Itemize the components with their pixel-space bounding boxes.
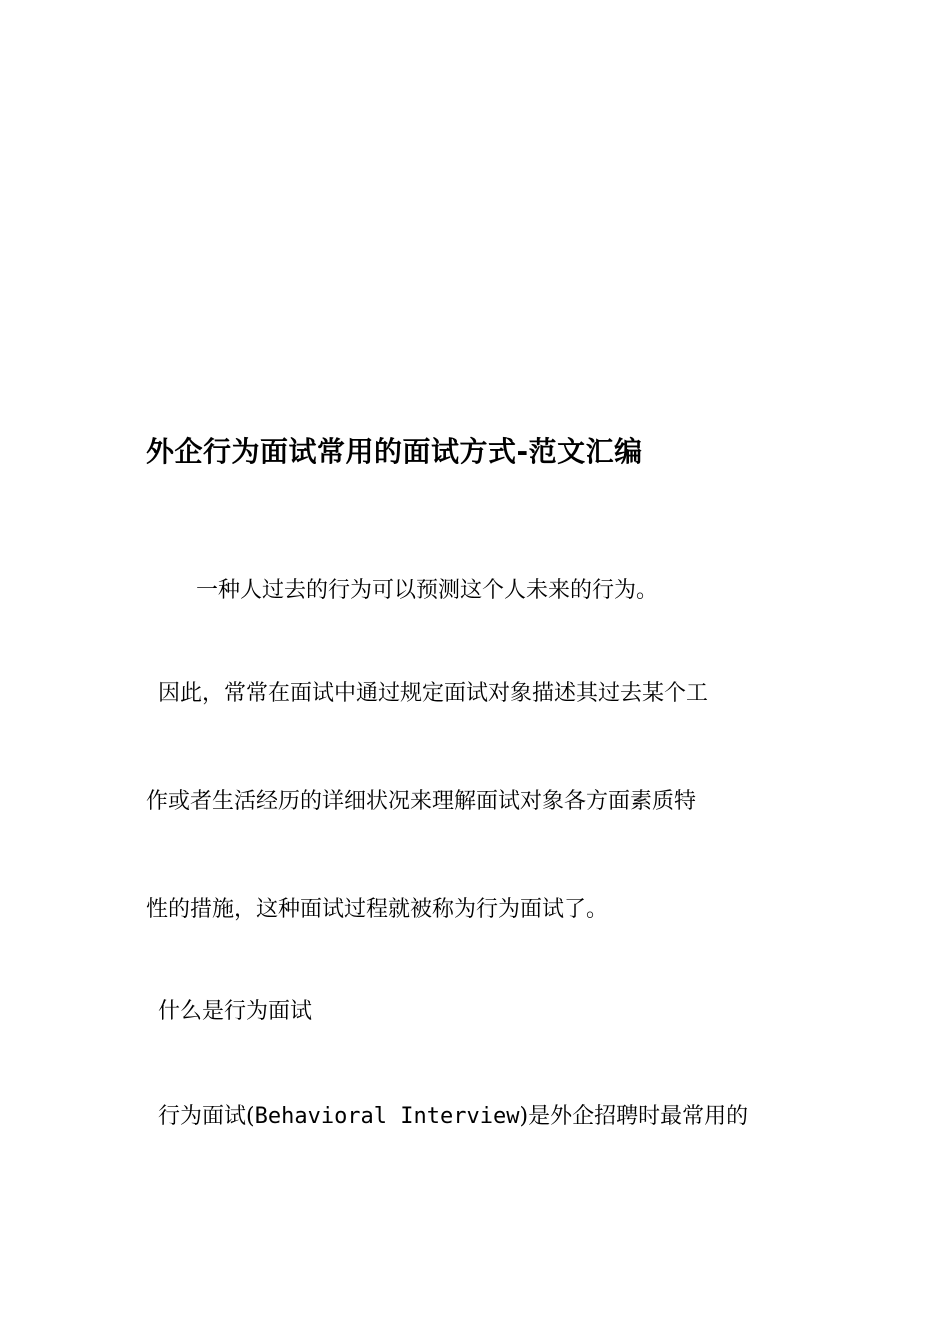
paragraph-line [158,1102,748,1132]
paragraph-line: 作或者生活经历的详细状况来理解面试对象各方面素质特 [146,789,697,814]
line-text-after: )是外企招聘时最常用的 [519,1104,749,1129]
paragraph-line: 因此，常常在面试中通过规定面试对象描述其过去某个工 [158,681,709,706]
paragraph-line: 性的措施，这种面试过程就被称为行为面试了。 [146,897,609,922]
document-title: 外企行为面试常用的面试方式-范文汇编 [146,435,643,468]
english-term: Behavioral Interview [254,1104,520,1129]
section-heading: 什么是行为面试 [158,999,313,1024]
paragraph-line: 一种人过去的行为可以预测这个人未来的行为。 [196,578,659,603]
line-text-before: 行为面试( [158,1104,255,1129]
